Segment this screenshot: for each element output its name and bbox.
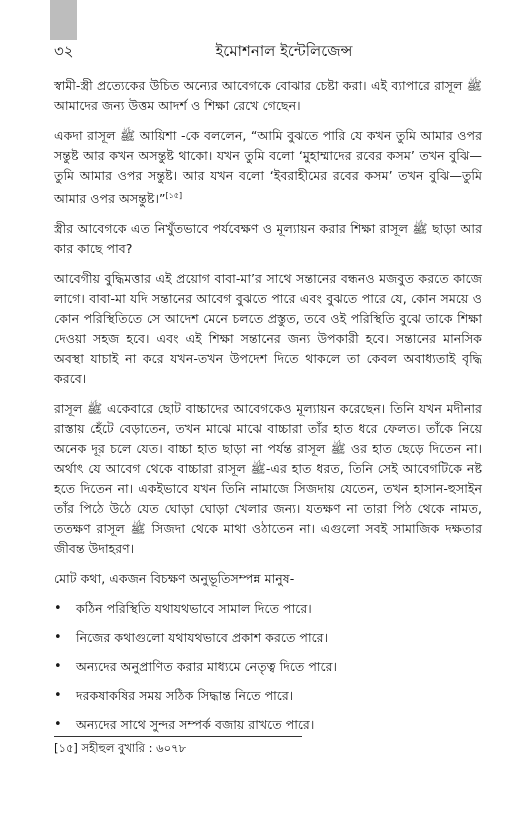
paragraph: আবেগীয় বুদ্ধিমত্তার এই প্রয়োগ বাবা-মা’র সাথে সন্তানের বন্ধনও মজবুত করতে কাজে লাগে। বাবা-মা যদি সন্তানের আবেগ বুঝতে পারে এবং বুঝতে পারে যে, কোন সময়ে ও কোন পরিস্থিতিতে সে আদেশ মেনে চলতে প্রস্তুত, তবে ওই পরিস্থিতি বুঝে তাকে শিক্ষা দেওয়া সহজ হবে। এবং এই শিক্ষা সন্তানের জন্য উপকারী হবে। সন্তানের মানসিক অবস্থা যাচাই না করে যখন-তখন উপদেশ দিতে থাকলে তা কেবল অবাধ্যতাই বৃদ্ধি করবে। xyxy=(54,271,482,387)
paragraph: রাসূল ﷺ একেবারে ছোট বাচ্চাদের আবেগকেও মূল্যায়ন করেছেন। তিনি যখন মদীনার রাস্তায় হেঁটে বেড়াতেন, তখন মাঝে মাঝে বাচ্চারা তাঁর হাত ধরে ফেলত। তাঁকে নিয়ে অনেক দূর চলে যেত। বাচ্চা হাত ছাড়া না পর্যন্ত রাসূল ﷺ ওর হাত ছেড়ে দিতেন না। অর্থাৎ যে আবেগ থেকে বাচ্চারা রাসূল ﷺ-এর হাত ধরত, তিনি সেই আবেগটিকে নষ্ট হতে দিতেন না। একইভাবে যখন তিনি নামাজে সিজদায় যেতেন, তখন হাসান-হুসাইন তাঁর পিঠে উঠে যেত ঘোড়া ঘোড়া খেলার জন্য। যতক্ষণ না তারা পিঠ থেকে নামত, ততক্ষণ রাসূল ﷺ সিজদা থেকে মাথা ওঠাতেন না। এগুলো সবই সামাজিক দক্ষতার জীবন্ত উদাহরণ। xyxy=(54,401,482,557)
list-item-text: অন্যদের অনুপ্রাণিত করার মাধ্যমে নেতৃত্ব দিতে পারে। xyxy=(76,659,338,675)
paragraph-text: একদা রাসূল ﷺ আয়িশা -কে বললেন, “আমি বুঝতে পারি যে কখন তুমি আমার ওপর সন্তুষ্ট আর কখন অসন্তুষ্ট থাকো। যখন তুমি বলো ‘মুহাম্মাদের রবের কসম’ তখন বুঝি—তুমি আমার ওপর সন্তুষ্ট। আর যখন বলো ‘ইবরাহীমের রবের কসম’ তখন বুঝি—তুমি আমার ওপর অসন্তুষ্ট।” xyxy=(54,128,483,207)
page-corner-tab xyxy=(50,0,77,40)
bullet-icon: • xyxy=(54,659,62,675)
body-text xyxy=(54,76,482,744)
footnote-divider xyxy=(54,736,302,737)
list-item xyxy=(54,599,482,619)
paragraph: মোট কথা, একজন বিচক্ষণ অনুভূতিসম্পন্ন মানুষ- xyxy=(54,571,295,587)
list-item xyxy=(54,686,482,706)
bullet-icon: • xyxy=(54,630,62,646)
list-item xyxy=(54,628,482,648)
page-number: ৩২ xyxy=(54,42,74,60)
bullet-icon: • xyxy=(54,601,62,617)
paragraph: স্বামী-স্ত্রী প্রত্যেকের উচিত অন্যের আবেগকে বোঝার চেষ্টা করা। এই ব্যাপারে রাসূল ﷺ আমাদের জন্য উত্তম আদর্শ ও শিক্ষা রেখে গেছেন। xyxy=(54,78,482,113)
bullet-icon: • xyxy=(54,688,62,704)
running-title: ইমোশনাল ইন্টেলিজেন্স xyxy=(215,42,353,60)
footnote: [১৫] সহীহুল বুখারি : ৬০৭৮ xyxy=(54,741,187,755)
paragraph: স্ত্রীর আবেগকে এত নিখুঁতভাবে পর্যবেক্ষণ ও মূল্যায়ন করার শিক্ষা রাসূল ﷺ ছাড়া আর কার কাছে পাব? xyxy=(54,221,483,257)
bullet-list xyxy=(54,599,482,735)
list-item xyxy=(54,657,482,677)
list-item-text: দরকষাকষির সময় সঠিক সিদ্ধান্ত নিতে পারে। xyxy=(76,688,294,704)
list-item-text: কঠিন পরিস্থিতি যথাযথভাবে সামাল দিতে পারে। xyxy=(76,601,312,617)
footnote-ref: [১৫] xyxy=(165,191,183,200)
paragraph xyxy=(54,126,482,209)
list-item xyxy=(54,715,482,735)
list-item-text: নিজের কথাগুলো যথাযথভাবে প্রকাশ করতে পারে। xyxy=(76,630,329,646)
list-item-text: অন্যদের সাথে সুন্দর সম্পর্ক বজায় রাখতে পারে। xyxy=(76,717,315,733)
bullet-icon: • xyxy=(54,717,62,733)
